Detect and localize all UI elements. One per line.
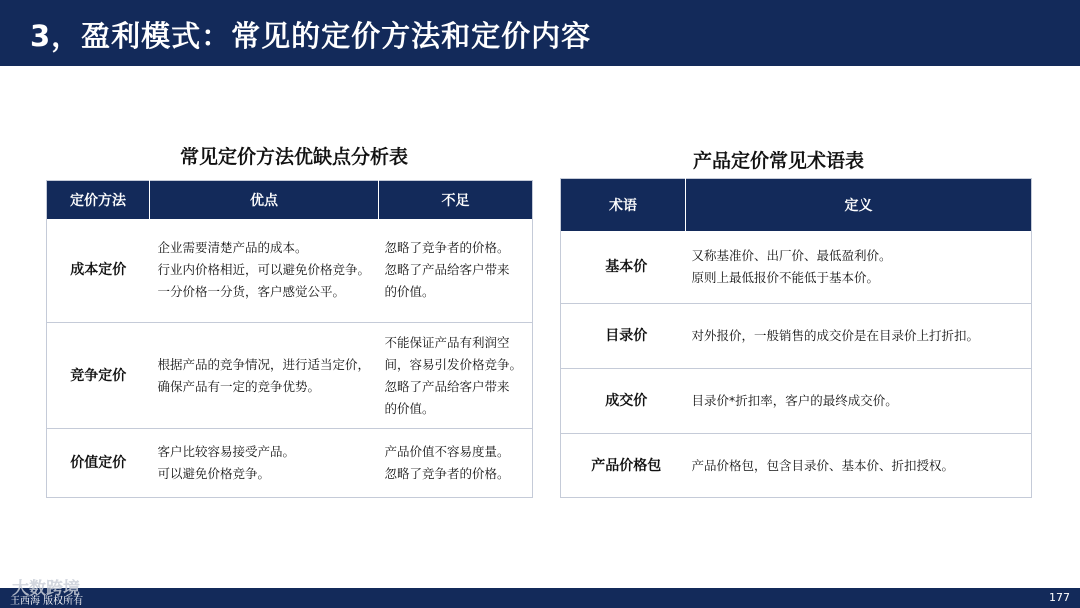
pros-line: 确保产品有一定的竞争优势。 xyxy=(157,378,321,394)
pros-cell xyxy=(150,429,379,498)
table-row xyxy=(47,323,533,429)
pros-line: 行业内价格相近，可以避免价格竞争。 xyxy=(157,262,371,278)
cons-line: 不能保证产品有利润空 xyxy=(384,334,510,350)
pros-cell xyxy=(150,323,379,429)
definition-cell xyxy=(686,434,1032,498)
definition-line: 对外报价，一般销售的成交价是在目录价上打折扣。 xyxy=(691,328,980,343)
footer-bar xyxy=(0,588,1080,608)
watermark: 大数跨境 xyxy=(12,579,80,599)
pros-line: 一分价格一分货，客户感觉公平。 xyxy=(157,284,346,300)
column-header: 术语 xyxy=(561,179,686,231)
cons-cell xyxy=(379,323,533,429)
cons-cell xyxy=(379,219,533,323)
cons-cell xyxy=(379,429,533,498)
cons-line: 产品价值不容易度量。 xyxy=(384,444,510,459)
term-cell: 产品价格包 xyxy=(561,434,686,498)
table-row xyxy=(561,434,1032,498)
cons-line: 忽略了竞争者的价格。 xyxy=(384,240,510,256)
page-number: 177 xyxy=(1049,591,1070,604)
cons-line: 间，容易引发价格竞争。 xyxy=(384,356,523,372)
table-row xyxy=(47,429,533,498)
definition-cell xyxy=(686,304,1032,369)
cons-line: 的价值。 xyxy=(384,284,435,300)
table-row xyxy=(561,304,1032,369)
pros-line: 可以避免价格竞争。 xyxy=(157,466,271,481)
definition-line: 目录价*折扣率，客户的最终成交价。 xyxy=(691,393,898,408)
column-header: 定价方法 xyxy=(47,181,150,219)
table-row xyxy=(561,369,1032,434)
term-cell: 目录价 xyxy=(561,304,686,369)
pros-cell xyxy=(150,219,379,323)
page-title: 3，盈利模式：常见的定价方法和定价内容 xyxy=(30,19,592,53)
pricing-methods-table xyxy=(46,180,533,498)
pros-line: 根据产品的竞争情况，进行适当定价， xyxy=(157,356,371,372)
pricing-terms-table xyxy=(560,178,1032,498)
column-header: 定义 xyxy=(686,179,1032,231)
definition-line: 又称基准价、出厂价、最低盈利价。 xyxy=(691,247,892,263)
pros-line: 企业需要清楚产品的成本。 xyxy=(157,240,308,256)
definition-line: 原则上最低报价不能低于基本价。 xyxy=(691,269,880,285)
term-cell: 成交价 xyxy=(561,369,686,434)
definition-cell xyxy=(686,231,1032,304)
table-row xyxy=(47,219,533,323)
cons-line: 忽略了产品给客户带来 xyxy=(384,378,510,394)
term-cell: 基本价 xyxy=(561,231,686,304)
table-row xyxy=(561,231,1032,304)
cons-line: 忽略了产品给客户带来 xyxy=(384,262,510,278)
definition-cell xyxy=(686,369,1032,434)
pros-line: 客户比较容易接受产品。 xyxy=(157,444,296,459)
column-header: 优点 xyxy=(150,181,379,219)
method-cell: 竞争定价 xyxy=(47,323,150,429)
method-cell: 价值定价 xyxy=(47,429,150,498)
method-cell: 成本定价 xyxy=(47,219,150,323)
table-header-row xyxy=(47,181,533,219)
table-header-row xyxy=(561,179,1032,231)
column-header: 不足 xyxy=(379,181,533,219)
copyright-text: 王西海 版权所有 xyxy=(10,596,84,607)
definition-line: 产品价格包，包含目录价、基本价、折扣授权。 xyxy=(691,457,955,473)
cons-line: 忽略了竞争者的价格。 xyxy=(384,466,510,481)
cons-line: 的价值。 xyxy=(384,400,435,416)
right-table-title: 产品定价常见术语表 xyxy=(693,150,865,172)
left-table-title: 常见定价方法优缺点分析表 xyxy=(180,146,409,168)
